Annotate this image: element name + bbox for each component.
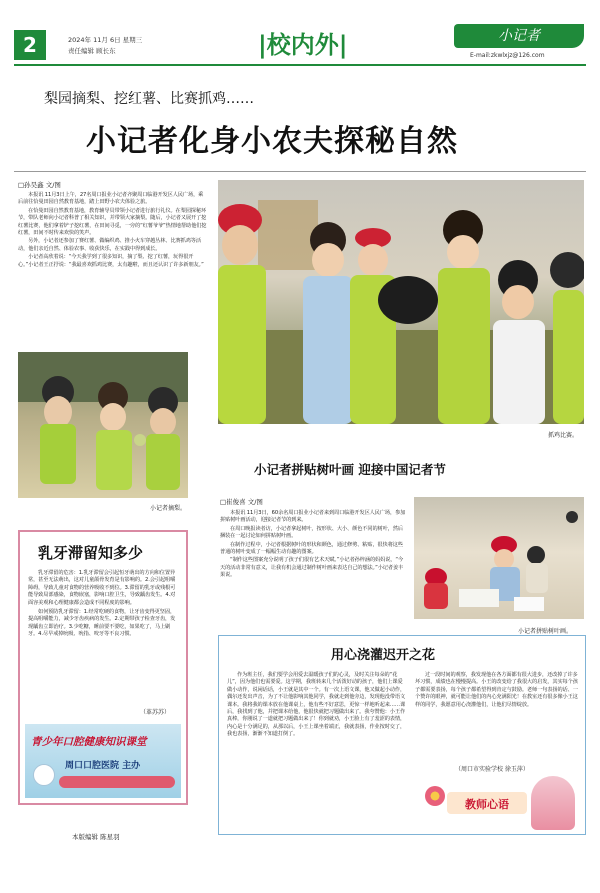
main-paragraph: 本报讯 11月3日上午，27名周口报业小记者齐聚周口临港开发区人民广场，乘后前往恰曼田园自然教育基地，踏上田野小农夫体验之旅。 bbox=[18, 192, 204, 206]
photo-picking-pears bbox=[18, 352, 188, 498]
banner-sponsor: 周口口腔医院 主办 bbox=[65, 761, 141, 771]
section-title: 校内外 bbox=[266, 31, 339, 59]
tooth-mascot-icon bbox=[33, 764, 55, 786]
leaf-byline: □崔俊喜 文/图 bbox=[220, 498, 263, 506]
main-body bbox=[18, 192, 208, 269]
photo-caption-leaf: 小记者拼贴树叶画。 bbox=[518, 628, 573, 635]
section-title-wrap: |校内外| bbox=[258, 31, 348, 59]
duty-editor: 责任编辑 顾长东 bbox=[68, 47, 116, 55]
teacher-headline: 用心浇灌迟开之花 bbox=[331, 648, 436, 663]
leaf-paragraph: “制作这些图案充分说明了孩子们很有艺术天赋。”小记者孙梓涵的妈妈说，“今天的活动非常有意义，让我有机会通过制作树叶画来表达自己的想法。”小记者姜丰果说。 bbox=[220, 557, 404, 579]
main-paragraph: 小记者高欣着说：“今天我学到了很多知识，摘了梨、挖了红薯，玩得很开心。”小记者王正抒说：“我最喜欢抓鸡比赛，太有趣啦，而且还认识了许多新朋友。” bbox=[18, 254, 204, 268]
header-rule bbox=[14, 64, 586, 66]
teacher-tag bbox=[447, 792, 527, 814]
main-byline: □孙昊鑫 文/图 bbox=[18, 181, 61, 189]
teacher-signature: （周口市实验学校 徐玉萍） bbox=[455, 766, 529, 773]
banner-title: 青少年口腔健康知识课堂 bbox=[31, 736, 147, 748]
flower-decoration bbox=[425, 786, 445, 806]
health-paragraph: 乳牙滞留的危害：1.乳牙滞留会引起恒牙萌出的方向和位置异常，甚至无法萌出，这对儿童颌骨发育是有影响的。2.会引起咀嚼障碍，导致儿童对食物的营养吸收不到位。3.滞留的乳牙或残根可能导致局部感染，食物嵌塞，影响口腔卫生，导致龋齿发生。4.对面容美观和心理健康都会造成不同程度的影响。 bbox=[28, 570, 176, 606]
main-paragraph: 在恰曼田园自然教育基地，教育辅导员带领小记者进行旅行礼仪。在梨园探秘环节，带队老师向小记者科普了相关知识，并带领大家摘梨。随后，小记者又展开了挖红薯比赛，他们拿着铲子挖红薯，在田间寻觅，一旁的“红薯爷爷”热情地帮助他们挖红薯，田间不时传来欢快的笑声。 bbox=[18, 207, 207, 237]
photo-caption-chicken: 抓鸡比赛。 bbox=[548, 432, 579, 439]
brand-badge bbox=[454, 24, 584, 48]
page-number: 2 bbox=[23, 33, 37, 57]
leaf-paragraph: 本报讯 11月3日，60余名周口报业小记者来到周口临港开发区人民广场，参加拼贴树叶画活动，迎接记者节的到来。 bbox=[220, 510, 406, 524]
health-paragraph: 如何预防乳牙滞留：1.经常吃硬的食物，让牙齿变得更坚固，提高咀嚼能力，减少牙齿疾病的发生。2.定期带孩子检查牙齿，发现龋齿立即治疗。3.少吃糖，睡前要不要吃，如果吃了，马上刷牙。4.尽早戒掉吮吸、吮指、咬牙等不良习惯。 bbox=[28, 609, 176, 638]
footer-editor: 本版编辑 陈星羽 bbox=[72, 833, 120, 841]
brand-name: 小记者 bbox=[498, 28, 540, 44]
page-number-box bbox=[14, 30, 46, 60]
issue-date: 2024年 11月 6日 星期三 bbox=[68, 36, 143, 44]
leaf-paragraph: 在制作过程中，小记者根据树叶的形状和颜色，通过修剪、粘贴，很快将这些普通的树叶变成了一幅幅生动有趣的图案。 bbox=[220, 541, 403, 556]
health-box bbox=[18, 530, 188, 805]
teacher-col2: 过一段时间的观察，我发现他在各方面都有很大进步，还改掉了许多坏习惯，成绩也在慢慢提高。小王的改变给了我很大的启发，其实每个孩子都需要表扬，每个孩子都希望得到肯定与鼓励。老师一句表扬的话、一个赞许的眼神，就可能让他们的内心充满阳光！在教室还有很多像小王这样的同学，我愿意用心浇灌他们，让他们尽情绽放。 bbox=[415, 672, 578, 708]
main-headline: 小记者化身小农夫探秘自然 bbox=[86, 124, 458, 159]
leaf-headline: 小记者拼贴树叶画 迎接中国记者节 bbox=[254, 462, 446, 477]
photo-chicken-contest bbox=[218, 180, 584, 424]
kicker: 梨园摘梨、挖红薯、比赛抓鸡…… bbox=[44, 91, 254, 107]
leaf-body bbox=[220, 510, 408, 580]
teacher-box bbox=[218, 635, 586, 835]
teacher-col1: 作为班主任，我们要学会用爱去温暖孩子们的心灵，及时关注每朵的“花儿”，因为他们也需要爱。这学期，我班转来几个活泼好动的孩子，他们上课爱做小动作，说闲话话，小王就是其中一个。有一次上语文课，他又做起小动作，偶尔还发出声音，为了不让他影响其他同学，我就走到他旁边，发现他没带语文课本。我将我的课本放在他课桌上，他有些不好意思，更惊一样地听起来……课后，我找到了他，并把课本给他，他很快就把习题做出来了。我夸赞他：小王作真棒，你刚说了一道就把习题做出来了！你到就劝，小王脸上有了羞涩的表情，内心是十分满足的，从那以后，小王上课坐着端正，我就表扬，作业按时交了，我也表扬，渐渐不知道打倒了。 bbox=[227, 672, 406, 738]
contact-email: E-mail:zkwlxjz@126.com bbox=[470, 52, 545, 59]
teacher-illustration bbox=[531, 776, 575, 830]
health-source: （革苏苏） bbox=[140, 709, 171, 716]
teacher-tag-label: 教师心语 bbox=[465, 798, 509, 811]
leaf-paragraph: 在周口晚报读者访，小记者拿起树叶，按形状、大小、颜色不同的树叶，然后捆装在一起讨论如何拼贴树叶画。 bbox=[220, 525, 403, 540]
health-box-title: 乳牙滞留知多少 bbox=[38, 544, 144, 562]
main-paragraph: 另外，小记者还参加了赛红薯、做编织鸡、推小火车穿越丛林、比赛抓鸡等活动，他们亲近自然、体验农事、收获快乐，在实践中得到成长。 bbox=[18, 238, 201, 252]
photo-caption-pears: 小记者摘梨。 bbox=[150, 505, 187, 512]
photo-leaf-collage bbox=[414, 497, 584, 619]
headline-rule bbox=[14, 171, 586, 172]
banner-ribbon bbox=[59, 776, 175, 788]
health-banner bbox=[25, 724, 181, 798]
